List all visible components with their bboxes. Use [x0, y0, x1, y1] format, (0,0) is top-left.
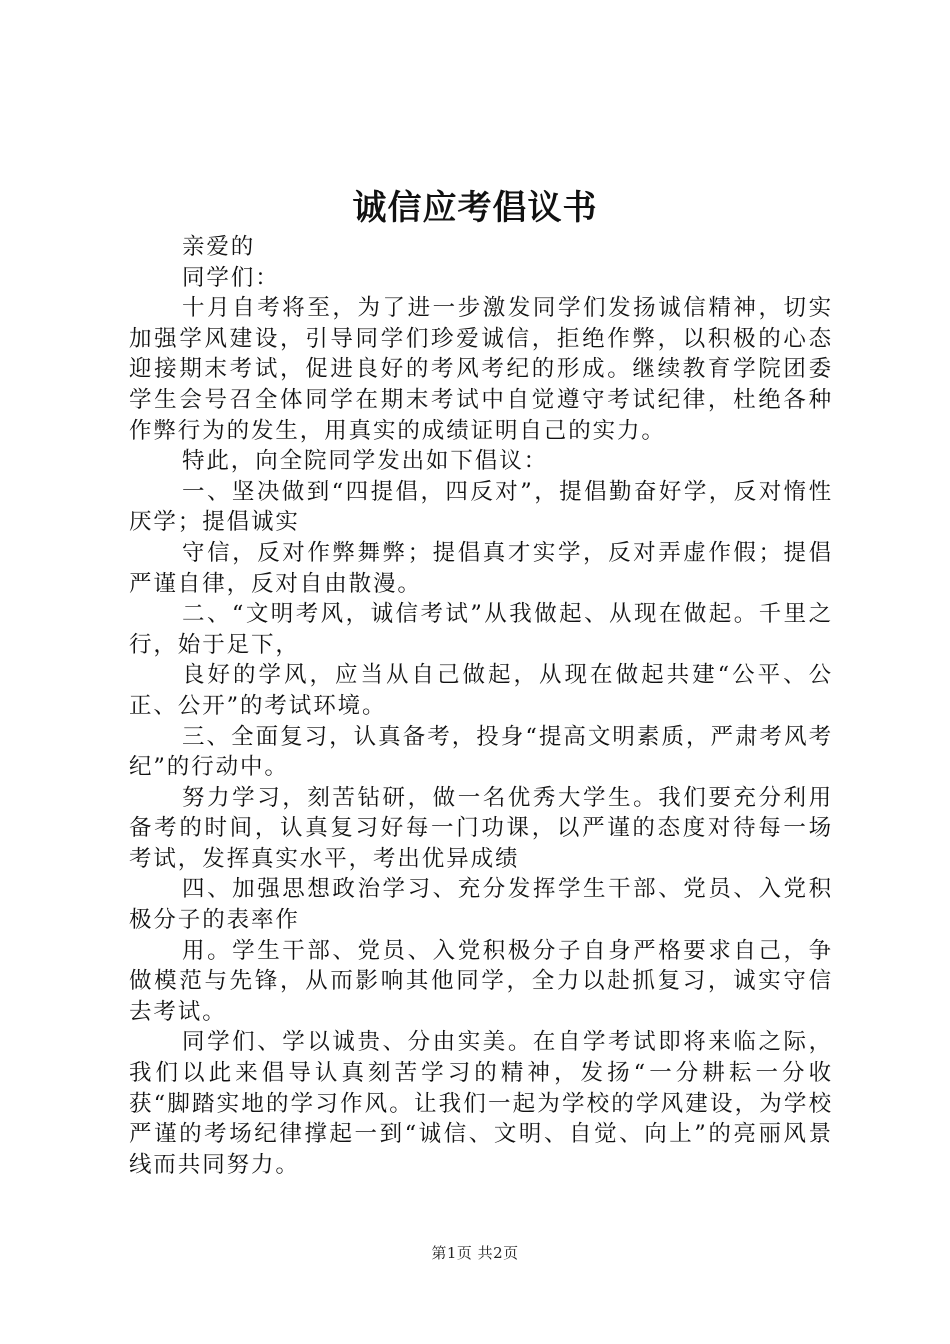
- document-body: [129, 232, 833, 1180]
- paragraph-item-1b: 守信，反对作弊舞弊；提倡真才实学，反对弄虚作假；提倡严谨自律，反对自由散漫。: [129, 539, 833, 597]
- paragraph-closing: 同学们、学以诚贵、分由实美。在自学考试即将来临之际，我们以此来倡导认真刻苦学习的精神，发扬“一分耕耘一分收获“脚踏实地的学习作风。让我们一起为学校的学风建设，为学校严谨的考场纪律撑起一到“诚信、文明、自觉、向上”的亮丽风景线而共同努力。: [129, 1029, 833, 1178]
- paragraph-item-4a: 四、加强思想政治学习、充分发挥学生干部、党员、入党积极分子的表率作: [129, 876, 833, 934]
- paragraph-item-4b: 用。学生干部、党员、入党积极分子自身严格要求自己，争做模范与先锋，从而影响其他同学，全力以赴抓复习，诚实守信去考试。: [129, 937, 833, 1025]
- paragraph-item-3a: 三、全面复习，认真备考，投身“提高文明素质，严肃考风考纪”的行动中。: [129, 723, 833, 781]
- paragraph-item-2a: 二、“文明考风，诚信考试”从我做起、从现在做起。千里之行，始于足下，: [129, 601, 833, 658]
- paragraph-intro: 十月自考将至，为了进一步激发同学们发扬诚信精神，切实加强学风建设，引导同学们珍爱诚信，拒绝作弊，以积极的心态迎接期末考试，促进良好的考风考纪的形成。继续教育学院团委学生会号召全体同学在期末考试中自觉遵守考试纪律，杜绝各种作弊行为的发生，用真实的成绩证明自己的实力。: [129, 295, 833, 444]
- paragraph-item-1a: 一、坚决做到“四提倡，四反对”，提倡勤奋好学，反对惰性厌学；提倡诚实: [129, 478, 833, 536]
- salutation-line-1: 亲爱的: [182, 234, 256, 260]
- paragraph-proposal-lead: 特此，向全院同学发出如下倡议：: [182, 448, 549, 475]
- paragraph-item-3b: 努力学习，刻苦钻研，做一名优秀大学生。我们要充分利用备考的时间，认真复习好每一门功课，以严谨的态度对待每一场考试，发挥真实水平，考出优异成绩: [129, 784, 833, 872]
- paragraph-item-2b: 良好的学风，应当从自己做起，从现在做起共建“公平、公正、公开”的考试环境。: [129, 662, 833, 719]
- page-number-footer: 第1页 共2页: [431, 1244, 519, 1262]
- document-title: 诚信应考倡议书: [352, 188, 598, 228]
- salutation-line-2: 同学们：: [182, 264, 280, 291]
